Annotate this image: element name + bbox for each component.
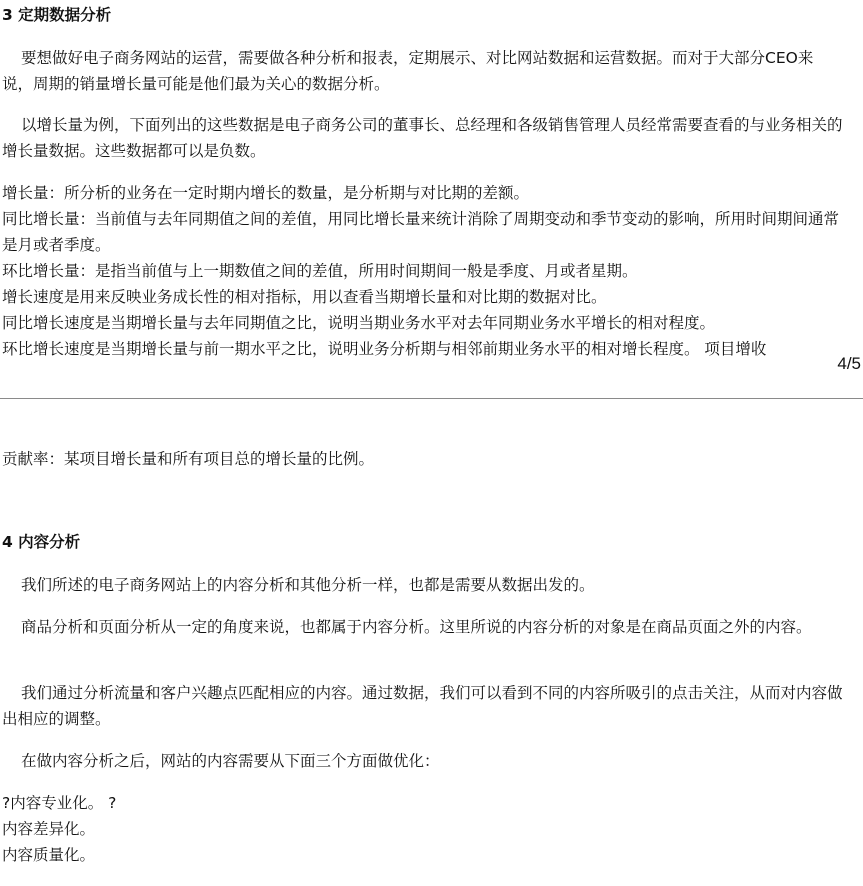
page-number: 4/5 <box>837 354 861 373</box>
definition-growth-rate: 增长速度是用来反映业务成长性的相对指标，用以查看当期增长量和对比期的数据对比。 <box>2 288 607 306</box>
list-item: ?内容专业化。 ? <box>2 794 117 812</box>
paragraph-content-analysis-intro: 我们所述的电子商务网站上的内容分析和其他分析一样，也都是需要从数据出发的。 <box>21 576 595 594</box>
section-heading-4: 4 内容分析 <box>2 533 81 551</box>
paragraph-intro: 要想做好电子商务网站的运营，需要做各种分析和报表，定期展示、对比网站数据和运营数据。而对于大部分CEO来说，周期的销量增长量可能是他们最为关心的数据分析。 <box>2 49 814 93</box>
list-item: 内容质量化。 <box>2 846 96 864</box>
definition-mom-growth-rate: 环比增长速度是当期增长量与前一期水平之比，说明业务分析期与相邻前期业务水平的相对增长程度。 项目增收 <box>2 340 767 358</box>
definition-list <box>2 180 843 362</box>
definition-contribution-rate: 贡献率：某项目增长量和所有项目总的增长量的比例。 <box>2 450 375 468</box>
paragraph-product-page-analysis: 商品分析和页面分析从一定的角度来说，也都属于内容分析。这里所说的内容分析的对象是在商品页面之外的内容。 <box>21 618 812 636</box>
optimization-list <box>2 790 843 868</box>
section-heading-3: 3 定期数据分析 <box>2 6 112 24</box>
paragraph-traffic-interest: 我们通过分析流量和客户兴趣点匹配相应的内容。通过数据，我们可以看到不同的内容所吸引的点击关注，从而对内容做出相应的调整。 <box>2 684 843 728</box>
paragraph-optimization-intro: 在做内容分析之后，网站的内容需要从下面三个方面做优化： <box>21 752 440 770</box>
definition-growth-amount: 增长量：所分析的业务在一定时期内增长的数量，是分析期与对比期的差额。 <box>2 184 530 202</box>
paragraph-growth-example: 以增长量为例，下面列出的这些数据是电子商务公司的董事长、总经理和各级销售管理人员经常需要查看的与业务相关的增长量数据。这些数据都可以是负数。 <box>2 116 843 160</box>
definition-mom-growth-amount: 环比增长量：是指当前值与上一期数值之间的差值，所用时间期间一般是季度、月或者星期。 <box>2 262 638 280</box>
page-divider <box>0 398 863 399</box>
list-item: 内容差异化。 <box>2 820 96 838</box>
definition-yoy-growth-rate: 同比增长速度是当期增长量与去年同期值之比，说明当期业务水平对去年同期业务水平增长的相对程度。 <box>2 314 716 332</box>
definition-yoy-growth-amount: 同比增长量：当前值与去年同期值之间的差值，用同比增长量来统计消除了周期变动和季节变动的影响，所用时间期间通常是月或者季度。 <box>2 210 840 254</box>
